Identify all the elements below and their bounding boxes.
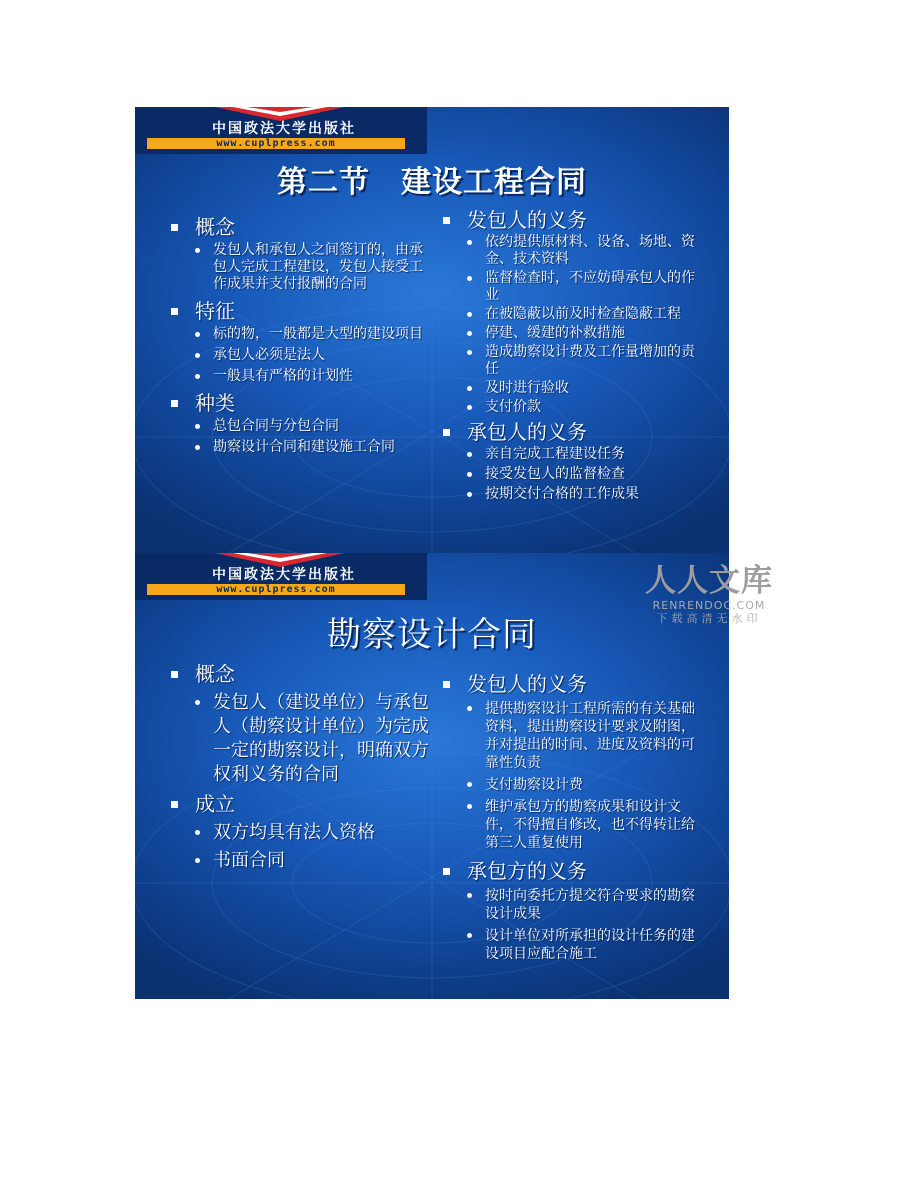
slide-title: 勘察设计合同 — [327, 615, 537, 655]
round-bullet-icon — [467, 350, 472, 355]
item-text: 书面合同 — [213, 850, 285, 871]
square-bullet-icon — [171, 308, 178, 315]
list-item — [467, 380, 707, 397]
square-bullet-icon — [171, 400, 178, 407]
left-column — [171, 661, 433, 873]
item-text: 总包合同与分包合同 — [213, 418, 339, 434]
list-item — [195, 242, 429, 293]
item-text: 按期交付合格的工作成果 — [485, 486, 639, 502]
section-heading — [443, 208, 707, 232]
heading-text: 概念 — [195, 215, 235, 239]
square-bullet-icon — [443, 217, 450, 224]
item-text: 提供勘察设计工程所需的有关基础资料，提出勘察设计要求及附图，并对提出的时间、进度及资料的可靠性负责 — [485, 701, 695, 771]
slide-1 — [135, 107, 729, 553]
heading-text: 承包方的义务 — [467, 859, 587, 883]
list-item — [467, 306, 707, 323]
round-bullet-icon — [195, 445, 200, 450]
round-bullet-icon — [467, 782, 472, 787]
round-bullet-icon — [467, 240, 472, 245]
square-bullet-icon — [171, 224, 178, 231]
list-item — [467, 325, 707, 342]
round-bullet-icon — [467, 276, 472, 281]
item-text: 及时进行验收 — [485, 380, 569, 396]
round-bullet-icon — [467, 331, 472, 336]
list-item — [195, 849, 433, 873]
section-heading — [443, 671, 705, 697]
right-column — [443, 671, 705, 963]
list-item — [467, 234, 707, 268]
list-item — [467, 344, 707, 378]
list-item — [467, 776, 705, 794]
round-bullet-icon — [195, 353, 200, 358]
heading-text: 概念 — [195, 662, 235, 686]
round-bullet-icon — [195, 700, 200, 705]
item-text: 设计单位对所承担的设计任务的建设项目应配合施工 — [485, 928, 695, 962]
heading-text: 特征 — [195, 299, 235, 323]
heading-text: 发包人的义务 — [467, 208, 587, 232]
round-bullet-icon — [467, 312, 472, 317]
heading-text: 成立 — [195, 792, 235, 816]
list-item — [467, 887, 705, 923]
item-text: 按时向委托方提交符合要求的勘察设计成果 — [485, 888, 695, 922]
chevron-logo-icon — [215, 107, 345, 121]
section-heading — [171, 215, 429, 239]
publisher-banner — [135, 553, 427, 600]
section-heading — [443, 420, 707, 444]
round-bullet-icon — [195, 830, 200, 835]
list-item — [467, 486, 707, 503]
item-text: 在被隐蔽以前及时检查隐蔽工程 — [485, 306, 681, 322]
left-column — [171, 215, 429, 456]
list-item — [467, 466, 707, 483]
round-bullet-icon — [467, 893, 472, 898]
item-text: 亲自完成工程建设任务 — [485, 446, 625, 462]
item-text: 标的物，一般都是大型的建设项目 — [213, 326, 423, 342]
item-text: 双方均具有法人资格 — [213, 822, 375, 843]
list-item — [467, 270, 707, 304]
item-text: 停建、缓建的补救措施 — [485, 325, 625, 341]
item-text: 支付勘察设计费 — [485, 777, 583, 793]
round-bullet-icon — [195, 374, 200, 379]
publisher-url: www.cuplpress.com — [147, 584, 405, 595]
heading-text: 种类 — [195, 391, 235, 415]
round-bullet-icon — [195, 858, 200, 863]
watermark — [642, 563, 776, 629]
list-item — [467, 399, 707, 416]
square-bullet-icon — [171, 671, 178, 678]
square-bullet-icon — [443, 868, 450, 875]
slide-2 — [135, 553, 729, 999]
watermark-site: RENRENDOC.COM — [652, 599, 766, 612]
item-text: 承包人必须是法人 — [213, 347, 325, 363]
round-bullet-icon — [467, 933, 472, 938]
list-item — [195, 439, 429, 456]
item-text: 监督检查时，不应妨碍承包人的作业 — [485, 270, 695, 303]
round-bullet-icon — [195, 248, 200, 253]
section-heading — [171, 791, 433, 817]
section-heading — [171, 299, 429, 323]
round-bullet-icon — [467, 706, 472, 711]
square-bullet-icon — [171, 801, 178, 808]
list-item — [195, 347, 429, 364]
round-bullet-icon — [467, 452, 472, 457]
list-item — [195, 821, 433, 845]
heading-text: 承包人的义务 — [467, 420, 587, 444]
chevron-logo-icon — [215, 553, 345, 567]
item-text: 支付价款 — [485, 399, 541, 415]
list-item — [195, 368, 429, 385]
round-bullet-icon — [195, 332, 200, 337]
square-bullet-icon — [443, 429, 450, 436]
list-item — [467, 798, 705, 852]
list-item — [467, 927, 705, 963]
publisher-url: www.cuplpress.com — [147, 138, 405, 149]
item-text: 接受发包人的监督检查 — [485, 466, 625, 482]
round-bullet-icon — [467, 492, 472, 497]
publisher-name: 中国政法大学出版社 — [212, 121, 356, 137]
round-bullet-icon — [195, 424, 200, 429]
item-text: 维护承包方的勘察成果和设计文件，不得擅自修改，也不得转让给第三人重复使用 — [485, 799, 695, 851]
publisher-name: 中国政法大学出版社 — [212, 567, 356, 583]
item-text: 勘察设计合同和建设施工合同 — [213, 439, 395, 455]
list-item — [195, 326, 429, 343]
publisher-banner — [135, 107, 427, 154]
watermark-logo: 人人文库 — [645, 563, 773, 599]
round-bullet-icon — [467, 472, 472, 477]
list-item — [467, 446, 707, 463]
section-heading — [171, 661, 433, 687]
round-bullet-icon — [467, 386, 472, 391]
slide-title: 第二节 建设工程合同 — [277, 165, 587, 200]
square-bullet-icon — [443, 681, 450, 688]
watermark-subtitle: 下载高清无水印 — [656, 612, 762, 625]
list-item — [195, 418, 429, 435]
section-heading — [171, 391, 429, 415]
section-heading — [443, 858, 705, 884]
right-column — [443, 208, 707, 503]
item-text: 依约提供原材料、设备、场地、资金、技术资料 — [485, 234, 695, 267]
item-text: 一般具有严格的计划性 — [213, 368, 353, 384]
item-text: 造成勘察设计费及工作量增加的责任 — [485, 344, 695, 377]
list-item — [467, 700, 705, 772]
heading-text: 发包人的义务 — [467, 672, 587, 696]
item-text: 发包人（建设单位）与承包人（勘察设计单位）为完成一定的勘察设计，明确双方权利义务的合同 — [213, 692, 429, 785]
item-text: 发包人和承包人之间签订的，由承包人完成工程建设，发包人接受工作成果并支付报酬的合同 — [213, 242, 423, 292]
round-bullet-icon — [467, 804, 472, 809]
list-item — [195, 691, 433, 787]
round-bullet-icon — [467, 405, 472, 410]
